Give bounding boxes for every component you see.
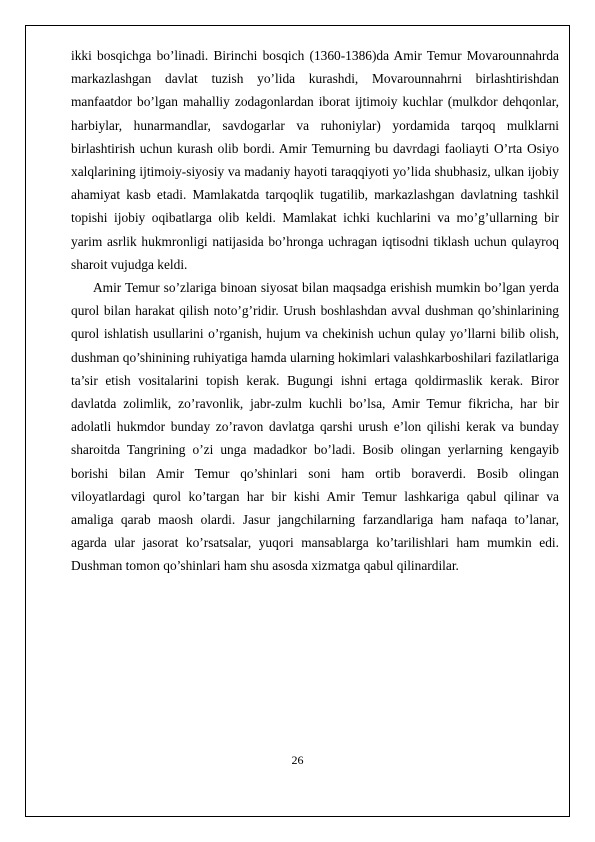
- document-body: [71, 44, 559, 578]
- paragraph-2: Amir Temur so’zlariga binoan siyosat bilan maqsadga erishish mumkin bo’lgan yerda qurol bilan harakat qilish noto’g’ridir. Urush boshlashdan avval dushman qo’shinlarining qurol ishlatish usullarini o’rganish, hujum va chekinish uchun qulay yo’llarni bilib olish, dushman qo’shinining ruhiyatiga hamda ularning hokimlari valashkarboshilari fazilatlariga ta’sir etish vositalarini topish kerak. Bugungi ishni ertaga qoldirmaslik kerak. Biror davlatda zolimlik, zo’ravonlik, jabr-zulm kuchli bo’lsa, Amir Temur fikricha, har bir adolatli hukmdor bunday zo’ravon davlatga qarshi urush e’lon qilishi kerak va bunday sharoitda Tangrining o’zi unga madadkor bo’ladi. Bosib olingan yerlarning kengayib borishi bilan Amir Temur qo’shinlari soni ham ortib boraverdi. Bosib olingan viloyatlardagi qurol ko’targan har bir kishi Amir Temur lashkariga qabul qilinar va amaliga qarab maosh olardi. Jasur jangchilarning farzandlariga ham nafaqa to’lanar, agarda ular jasorat ko’rsatsalar, yuqori mansablarga ko’tarilishlari ham mumkin edi. Dushman tomon qo’shinlari ham shu asosda xizmatga qabul qilinardilar.: [71, 280, 559, 574]
- page-number: 26: [291, 753, 304, 767]
- paragraph-1: ikki bosqichga bo’linadi. Birinchi bosqich (1360-1386)da Amir Temur Movarounnahrda markazlashgan davlat tuzish yo’lida kurashdi, Movarounnahrni birlashtirishdan manfaatdor bo’lgan mahalliy zodagonlardan iborat ijtimoiy kuchlar (mulkdor dehqonlar, harbiylar, hunarmandlar, savdogarlar va ruhoniylar) yordamida tarqoq mulklarni birlashtirish uchun kurash olib bordi. Amir Temurning bu davrdagi faoliayti O’rta Osiyo xalqlarining ijtimoiy-siyosiy va madaniy hayoti taraqqiyoti yo’lida shubhasiz, ulkan ijobiy ahamiyat kasb etadi. Mamlakatda tarqoqlik tugatilib, markazlashgan davlatning tashkil topishi ijobiy oqibatlarga olib keldi. Mamlakat ichki kuchlarini va mo’g’ullarning bir yarim asrlik hukmronligi natijasida bo’hronga uchragan iqtisodni tiklash uchun qulayroq sharoit vujudga keldi.: [71, 48, 559, 272]
